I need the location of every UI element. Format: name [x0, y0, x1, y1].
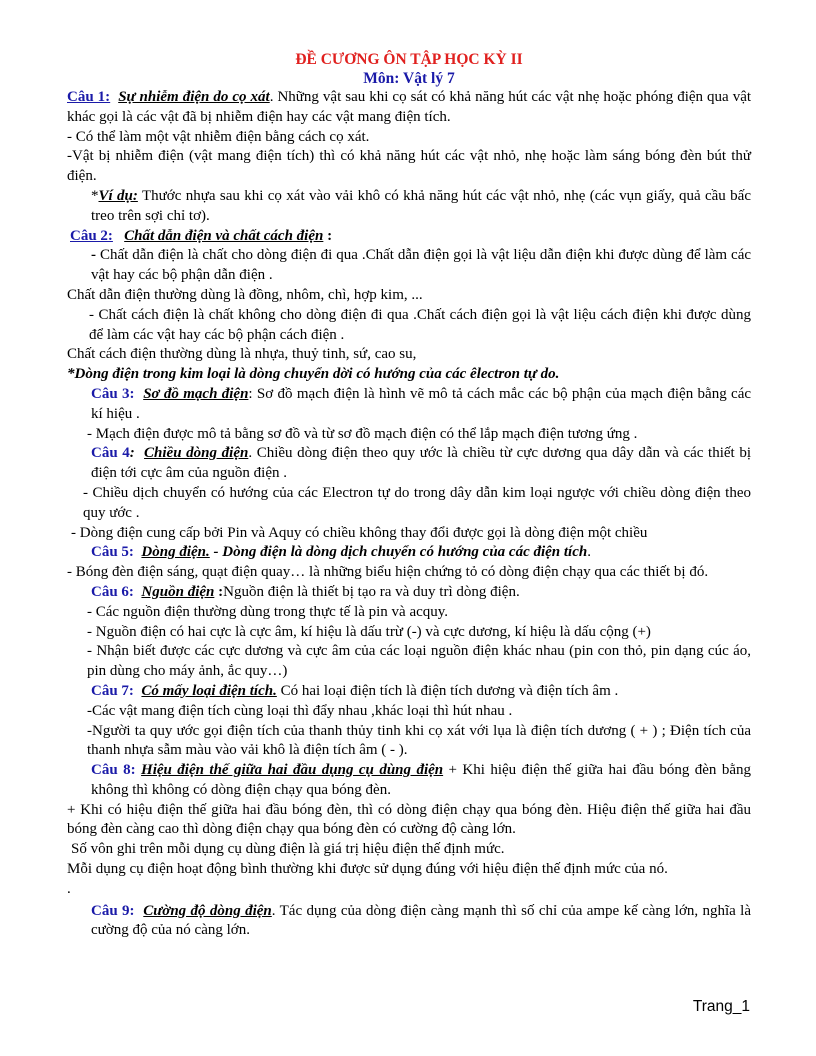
question-4-label: Câu 4 [91, 445, 130, 462]
question-2-para-4: Chất cách điện thường dùng là nhựa, thuỷ tinh, sứ, cao su, [67, 346, 417, 363]
question-4-colon: : [129, 445, 135, 462]
question-7-label: Câu 7: [91, 682, 134, 699]
question-2-para-2: Chất dẫn điện thường dùng là đồng, nhôm, chì, hợp kim, ... [67, 286, 423, 303]
example-star: * [91, 187, 99, 204]
question-8-para-5: . [67, 880, 71, 897]
question-2-heading: Chất dẫn điện và chất cách điện [124, 227, 324, 244]
question-3-heading: Sơ đồ mạch điện [143, 385, 249, 402]
bullet-dash: - [91, 247, 100, 264]
question-4-heading: Chiều dòng điện [144, 445, 249, 462]
question-1 [67, 88, 751, 128]
question-5-para-2: - Bóng đèn điện sáng, quạt điện quay… là những biểu hiện chứng tỏ có dòng điện chạy qua các thiết bị đó. [67, 564, 709, 581]
question-3 [67, 385, 751, 425]
question-7 [67, 682, 751, 702]
question-8-heading: Hiệu điện thế giữa hai đầu dụng cụ dùng điện [141, 762, 444, 779]
question-8-label: Câu 8: [91, 762, 136, 779]
question-8-para-2: + Khi có hiệu điện thế giữa hai đầu bóng đèn, thì có dòng điện chạy qua bóng đèn. Hiệu điện thế giữa hai đầu bóng đèn càng cao thì dòng điện chạy qua bóng đèn có cường độ càng lớn. [67, 801, 751, 838]
question-5-label: Câu 5: [91, 544, 134, 561]
page-number: Trang_1 [692, 998, 750, 1015]
question-5-heading: Dòng điện. [141, 544, 210, 561]
question-1-label: Câu 1: [67, 89, 111, 105]
question-9 [67, 902, 751, 942]
question-6-label: Câu 6: [91, 583, 134, 600]
question-6-para-2: - Các nguồn điện thường dùng trong thực tế là pin và acquy. [87, 603, 449, 620]
question-3-label: Câu 3: [91, 385, 135, 402]
question-9-text: . Tác dụng của dòng điện càng mạnh thì số chỉ của ampe kế càng lớn, nghĩa là cường độ của nó càng lớn. [91, 902, 752, 939]
question-4-para-3: - Dòng điện cung cấp bởi Pin và Aquy có chiều không thay đổi được gọi là dòng điện một chiều [71, 524, 648, 541]
question-7-para-3: -Người ta quy ước gọi điện tích của thanh thủy tinh khi cọ xát với lụa là điện tích dương ( + ) ; Điện tích của thanh nhựa sẫm màu vào vải khô là điện tích âm ( - ). [87, 722, 751, 759]
question-7-text: Có hai loại điện tích là điện tích dương và điện tích âm . [276, 682, 619, 699]
question-7-para-2: -Các vật mang điện tích cùng loại thì đẩy nhau ,khác loại thì hút nhau . [87, 702, 513, 719]
question-9-heading: Cường độ dòng điện [143, 902, 272, 919]
question-1-example [67, 187, 751, 227]
question-6-para-4: - Nhận biết được các cực dương và cực âm của các loại nguồn điện khác nhau (pin con thỏ, pin dạng cúc áo, pin dùng cho máy ảnh, ắc quy…) [87, 643, 751, 680]
question-2-colon: : [323, 227, 333, 244]
question-2-label: Câu 2: [70, 227, 113, 244]
question-2-para-3: - Chất cách điện là chất không cho dòng điện đi qua .Chất cách điện gọi là vật liệu cách điện khi được dùng để làm các vật hay các bộ phận cách điện . [89, 306, 751, 343]
question-1-text: . Những vật sau khi cọ sát có khả năng hút các vật nhẹ hoặc phóng điện qua vật khác gọi là các vật đã bị nhiễm điện hay các vật mang điện tích. [67, 89, 752, 125]
example-text: Thước nhựa sau khi cọ xát vào vải khô có khả năng hút các vật nhỏ, nhẹ (các vụn giấy, quả cầu bấc treo trên sợi chỉ tơ). [91, 187, 751, 224]
question-6-heading: Nguồn điện [141, 583, 215, 600]
question-5-rest: - Dòng điện là dòng dịch chuyển có hướng của các điện tích [209, 544, 588, 561]
question-2-para-5: *Dòng điện trong kim loại là dòng chuyển dời có hướng của các êlectron tự do. [67, 366, 560, 383]
question-3-text: : Sơ đồ mạch điện là hình vẽ mô tả cách mắc các bộ phận của mạch điện bằng các kí hiệu . [91, 385, 752, 422]
question-5 [67, 543, 751, 563]
question-1-para-3: -Vật bị nhiễm điện (vật mang điện tích) thì có khả năng hút các vật nhỏ, nhẹ hoặc làm sáng bóng đèn bút thử điện. [67, 148, 751, 185]
question-3-para-2: - Mạch điện được mô tả bằng sơ đồ và từ sơ đồ mạch điện có thể lắp mạch điện tương ứng . [87, 425, 638, 442]
document-page [67, 50, 751, 941]
document-subject: Môn: Vật lý 7 [363, 70, 455, 87]
question-2 [67, 227, 751, 247]
question-8-para-3: Số vôn ghi trên mỗi dụng cụ dùng điện là giá trị hiệu điện thế định mức. [71, 841, 505, 858]
question-2-para-1-text: Chất dẫn điện là chất cho dòng điện đi qua .Chất dẫn điện gọi là vật liệu dẫn điện khi được dùng để làm các vật hay các bộ phận dẫn điện . [91, 247, 752, 284]
example-label: Ví dụ: [98, 187, 138, 204]
question-8-para-4: Mỗi dụng cụ điện hoạt động bình thường khi được sử dụng đúng với hiệu điện thế định mức của nó. [67, 861, 668, 878]
question-4-text: . Chiều dòng điện theo quy ước là chiều từ cực dương qua dây dẫn và các thiết bị điện tới cực âm của nguồn điện . [91, 445, 751, 482]
question-8 [67, 761, 751, 801]
question-1-heading: Sự nhiễm điện do cọ xát [118, 89, 270, 105]
question-1-para-2: - Có thể làm một vật nhiễm điện bằng cách cọ xát. [67, 128, 370, 145]
question-4-para-2: - Chiều dịch chuyển có hướng của các Electron tự do trong dây dẫn kim loại ngược với chiều dòng điện theo quy ước . [83, 484, 751, 521]
question-6 [67, 583, 751, 603]
question-6-colon: : [214, 583, 224, 600]
question-8-text: + Khi hiệu điện thế giữa hai đầu bóng đèn bằng không thì không có dòng điện chạy qua bóng đèn. [91, 762, 752, 798]
question-6-para-3: - Nguồn điện có hai cực là cực âm, kí hiệu là dấu trừ (-) và cực dương, kí hiệu là dấu cộng (+) [87, 623, 651, 640]
question-6-text: Nguồn điện là thiết bị tạo ra và duy trì dòng điện. [223, 583, 520, 600]
question-2-para-1 [67, 246, 751, 286]
document-title: ĐỀ CƯƠNG ÔN TẬP HỌC KỲ II [295, 51, 523, 68]
question-9-label: Câu 9: [91, 902, 135, 919]
question-4 [67, 444, 751, 484]
question-5-period: . [587, 544, 591, 561]
question-7-heading: Có mấy loại điện tích. [141, 682, 277, 699]
